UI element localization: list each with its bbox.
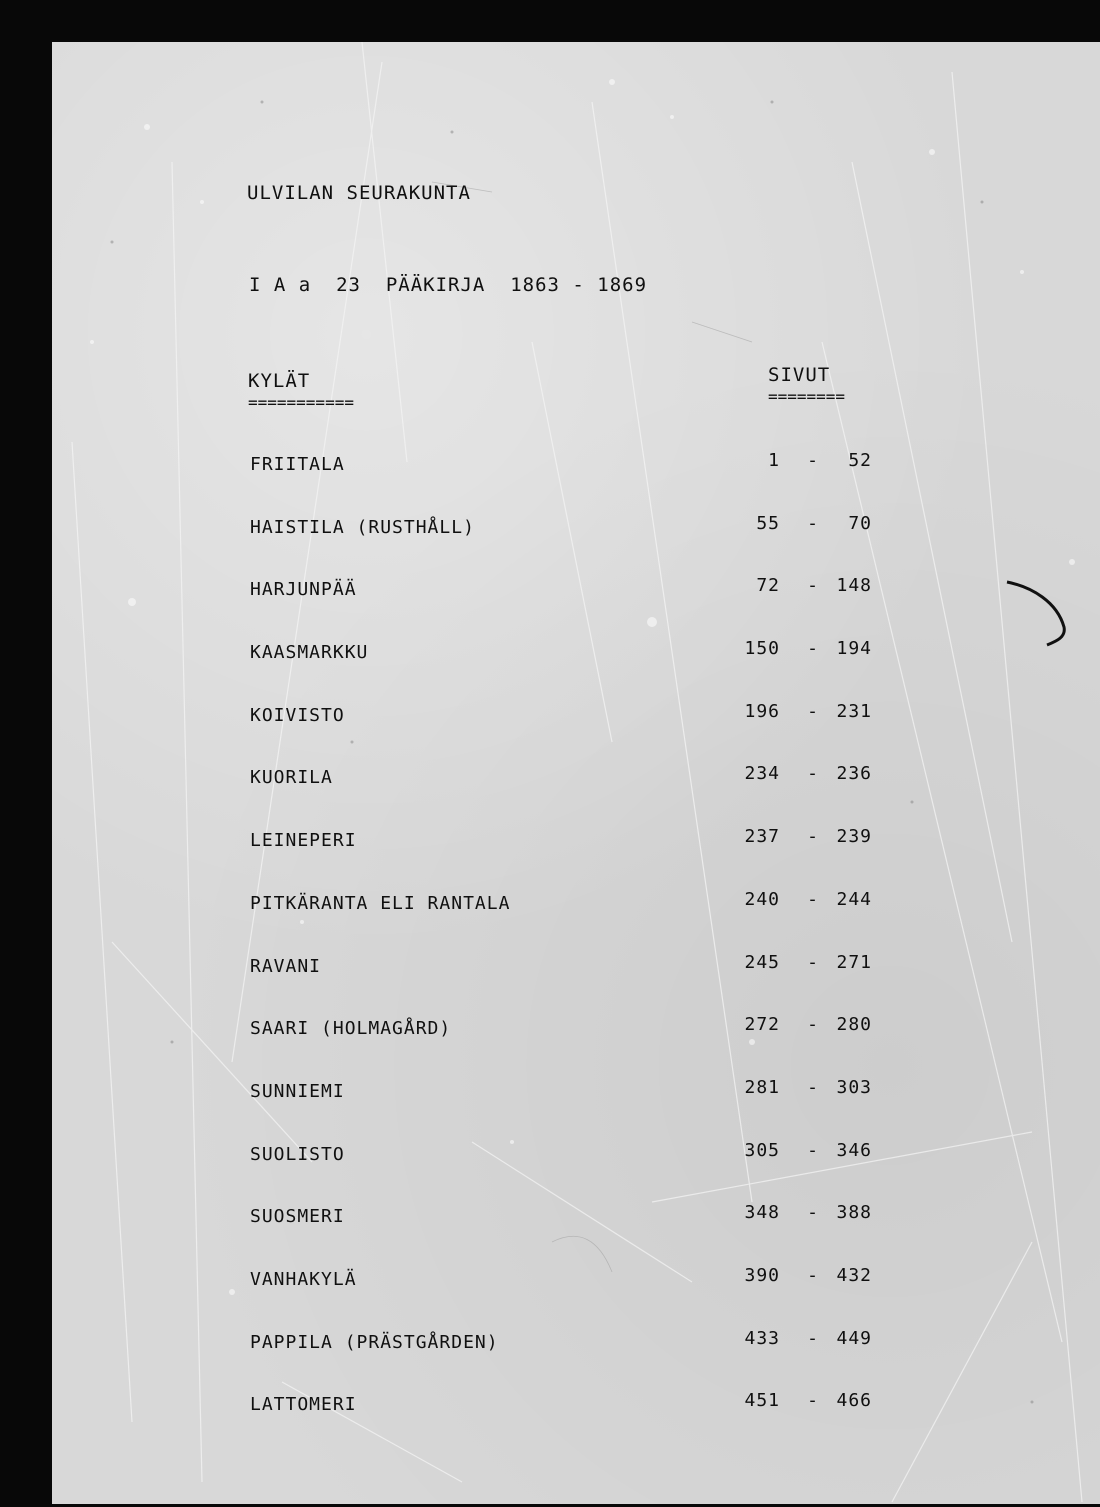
village-name: PITKÄRANTA ELI RANTALA (250, 892, 511, 914)
list-item (52, 889, 1100, 952)
village-name: SUOSMERI (250, 1206, 345, 1228)
range-dash: - (807, 1264, 819, 1286)
page-to: 194 (836, 638, 872, 660)
range-dash: - (807, 1327, 819, 1349)
page-to: 449 (836, 1327, 872, 1349)
pages-column-header: SIVUT (768, 364, 831, 386)
volume-line: I A a 23 PÄÄKIRJA 1863 - 1869 (249, 274, 648, 296)
village-name: KUORILA (250, 767, 333, 789)
village-name: LEINEPERI (250, 830, 357, 852)
page-from: 451 (744, 1390, 780, 1412)
page-to: 231 (836, 700, 872, 722)
range-dash: - (807, 1202, 819, 1224)
list-item (52, 1077, 1100, 1140)
range-dash: - (807, 1014, 819, 1036)
villages-column-header: KYLÄT (248, 370, 311, 392)
page-to: 303 (836, 1076, 872, 1098)
list-item (52, 763, 1100, 826)
range-dash: - (807, 888, 819, 910)
page-to: 236 (836, 763, 872, 785)
range-dash: - (807, 512, 819, 534)
village-name: SAARI (HOLMAGÅRD) (250, 1018, 452, 1040)
page-from: 196 (744, 700, 780, 722)
village-name: RAVANI (250, 955, 322, 977)
page-from: 240 (744, 888, 780, 910)
list-item (52, 450, 1100, 513)
list-item (52, 1265, 1100, 1328)
page-to: 239 (836, 826, 872, 848)
range-dash: - (807, 450, 819, 471)
page-to: 280 (836, 1014, 872, 1036)
list-item (52, 575, 1100, 638)
range-dash: - (807, 1076, 819, 1098)
list-item (52, 1014, 1100, 1077)
list-item (52, 1202, 1100, 1265)
list-item (52, 701, 1100, 764)
page-to: 388 (836, 1202, 872, 1224)
page-from: 237 (744, 826, 780, 848)
page-to: 271 (836, 951, 872, 973)
range-dash: - (807, 763, 819, 785)
page-from: 245 (744, 951, 780, 973)
village-name: FRIITALA (250, 454, 345, 475)
list-item (52, 1140, 1100, 1203)
range-dash: - (807, 1139, 819, 1161)
page-to: 466 (836, 1390, 872, 1412)
page-to: 70 (848, 512, 872, 534)
page-from: 305 (744, 1139, 780, 1161)
page-from: 390 (744, 1264, 780, 1286)
page-to: 148 (836, 575, 872, 597)
village-name: SUOLISTO (250, 1143, 345, 1165)
document-page (52, 42, 1100, 1504)
list-item (52, 513, 1100, 576)
page-from: 272 (744, 1014, 780, 1036)
village-name: KAASMARKKU (250, 642, 369, 664)
page-to: 52 (848, 450, 872, 471)
page-to: 244 (836, 888, 872, 910)
page-from: 348 (744, 1202, 780, 1224)
list-item (52, 952, 1100, 1015)
village-name: HARJUNPÄÄ (250, 579, 357, 601)
page-from: 234 (744, 763, 780, 785)
village-name: SUNNIEMI (250, 1080, 345, 1102)
page-to: 346 (836, 1139, 872, 1161)
range-dash: - (807, 575, 819, 597)
village-name: HAISTILA (RUSTHÅLL) (250, 516, 475, 538)
range-dash: - (807, 826, 819, 848)
parish-title: ULVILAN SEURAKUNTA (247, 182, 471, 204)
village-name: PAPPILA (PRÄSTGÅRDEN) (250, 1331, 499, 1353)
page-from: 72 (756, 575, 780, 597)
village-name: VANHAKYLÄ (250, 1268, 357, 1290)
village-name: LATTOMERI (250, 1394, 357, 1416)
range-dash: - (807, 1390, 819, 1412)
list-item (52, 1390, 1100, 1453)
page-to: 432 (836, 1264, 872, 1286)
page-from: 150 (744, 638, 780, 660)
page-from: 281 (744, 1076, 780, 1098)
villages-header-underline: =========== (248, 393, 354, 412)
list-item (52, 826, 1100, 889)
range-dash: - (807, 700, 819, 722)
range-dash: - (807, 951, 819, 973)
village-index-list (52, 450, 1100, 1453)
list-item (52, 638, 1100, 701)
page-from: 1 (768, 450, 780, 471)
village-name: KOIVISTO (250, 704, 345, 726)
range-dash: - (807, 638, 819, 660)
page-from: 433 (744, 1327, 780, 1349)
page-from: 55 (756, 512, 780, 534)
pages-header-underline: ======== (768, 387, 846, 406)
list-item (52, 1328, 1100, 1391)
